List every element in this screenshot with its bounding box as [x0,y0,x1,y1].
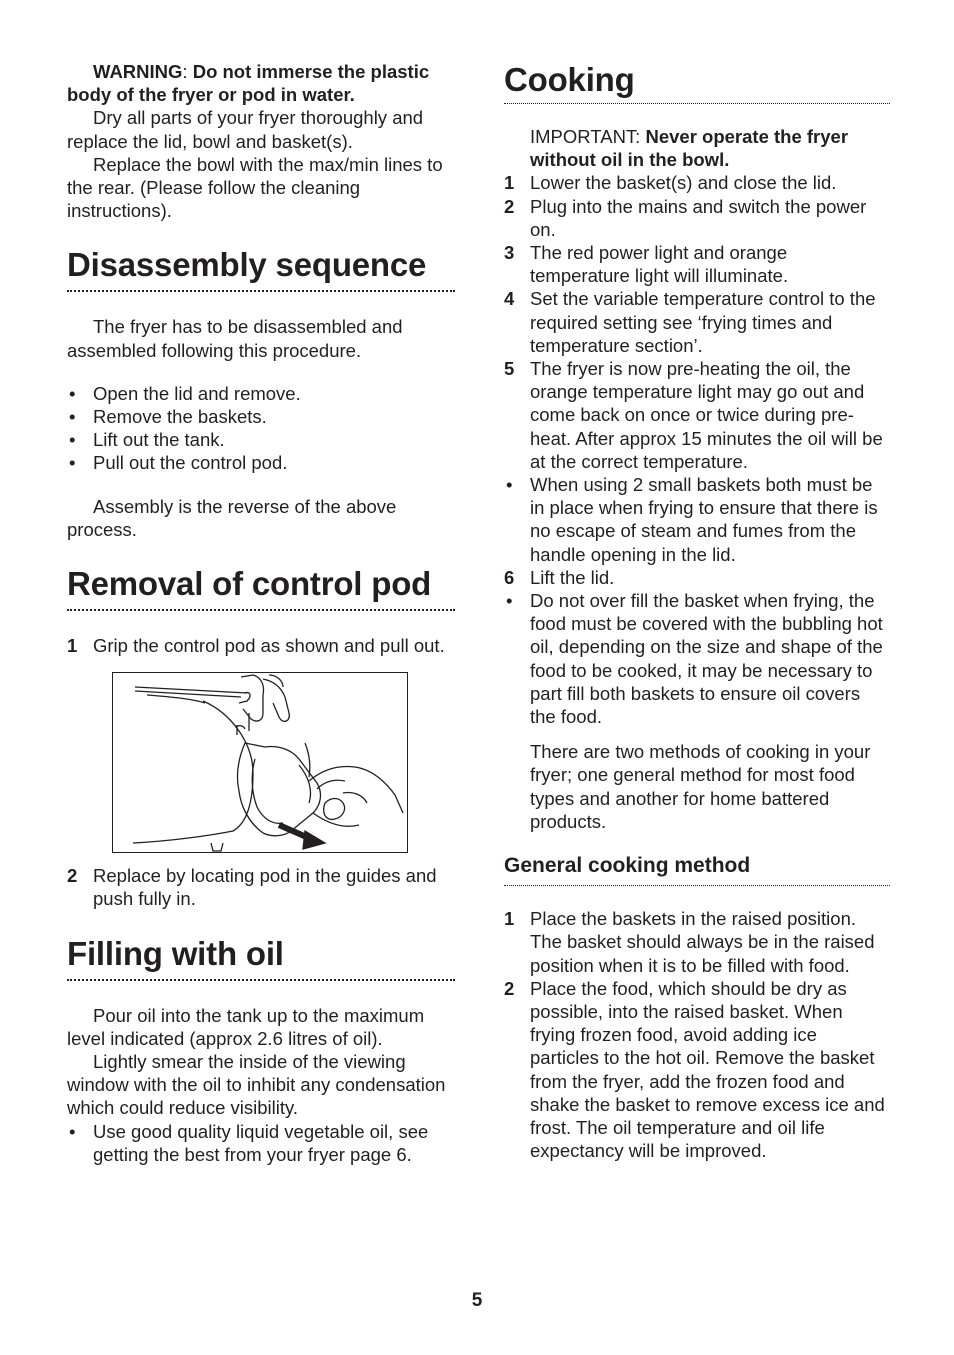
cooking-step: 2 Plug into the mains and switch the power on. [504,195,867,240]
left-column [67,60,455,1166]
general-step: 2 Place the food, which should be dry as possible, into the raised basket. When frying frozen food, avoid adding ice particles to the hot oil. Remove the basket from the fryer, add the frozen food and shake the basket to remove excess ice and frost. The oil temperature and oil life expectancy will be improved. [504,977,885,1162]
general-step: 1 Place the baskets in the raised position. The basket should always be in the raised position when it is to be filled with food. [504,908,875,976]
removal-step-2: 2 Replace by locating pod in the guides and push fully in. [67,865,437,910]
warning-text: Do not immerse the plastic body of the fryer or pod in water. [67,61,430,106]
filling-paragraph-2: Lightly smear the inside of the viewing window with the oil to inhibit any condensation which could reduce visibility. [67,1051,446,1119]
cooking-step: 6 Lift the lid. [504,566,615,588]
hand-pulling-pod-drawing [113,673,407,852]
list-item: • Remove the baskets. [69,406,267,428]
disassembly-heading: Disassembly sequence [67,246,427,284]
dry-paragraph: Dry all parts of your fryer thoroughly and replace the lid, bowl and basket(s). [67,107,424,152]
list-item: • Open the lid and remove. [69,382,301,404]
cooking-note: • Do not over fill the basket when frying, the food must be covered with the bubbling hot oil, depending on the size and shape of the food to be cooked, it may be necessary to part fill both baskets to ensure oil covers the food. [506,590,883,728]
warning-label: WARNING [93,61,183,82]
list-item: • Use good quality liquid vegetable oil, see getting the best from your fryer page 6. [69,1120,429,1165]
cooking-step: 1 Lower the basket(s) and close the lid. [504,172,837,194]
cooking-step: 3 The red power light and orange temperature light will illuminate. [504,242,789,287]
list-item: • Pull out the control pod. [69,452,288,474]
cooking-note: • When using 2 small baskets both must be in place when frying to ensure that there is no escape of steam and fumes from the handle opening in the lid. [506,474,878,565]
replace-bowl-paragraph: Replace the bowl with the max/min lines to the rear. (Please follow the cleaning instructions). [67,153,443,222]
control-pod-illustration [112,672,408,853]
disassembly-intro: The fryer has to be disassembled and assembled following this procedure. [67,316,403,361]
general-method-heading: General cooking method [504,854,751,878]
warning-paragraph: WARNING: Do not immerse the plastic body of the fryer or pod in water. [67,61,430,106]
removal-heading: Removal of control pod [67,565,432,603]
methods-paragraph: There are two methods of cooking in your fryer; one general method for most food types and another for home battered products. [530,741,871,832]
important-note: IMPORTANT: Never operate the fryer without oil in the bowl. [530,126,849,171]
list-item: • Lift out the tank. [69,429,225,451]
removal-step-1: 1 Grip the control pod as shown and pull out. [67,635,445,657]
filling-heading: Filling with oil [67,934,284,972]
cooking-step: 4 Set the variable temperature control to the required setting see ‘frying times and temperature section’. [504,288,876,356]
cooking-step: 5 The fryer is now pre-heating the oil, the orange temperature light may go out and come back on once or twice during pre-heat. After approx 15 minutes the oil will be at the correct temperature. [504,358,883,472]
filling-paragraph-1: Pour oil into the tank up to the maximum level indicated (approx 2.6 litres of oil). [67,1004,425,1049]
right-column [504,60,890,1162]
cooking-heading: Cooking [504,61,635,98]
page-number: 5 [471,1290,483,1311]
disassembly-outro: Assembly is the reverse of the above process. [67,495,397,540]
